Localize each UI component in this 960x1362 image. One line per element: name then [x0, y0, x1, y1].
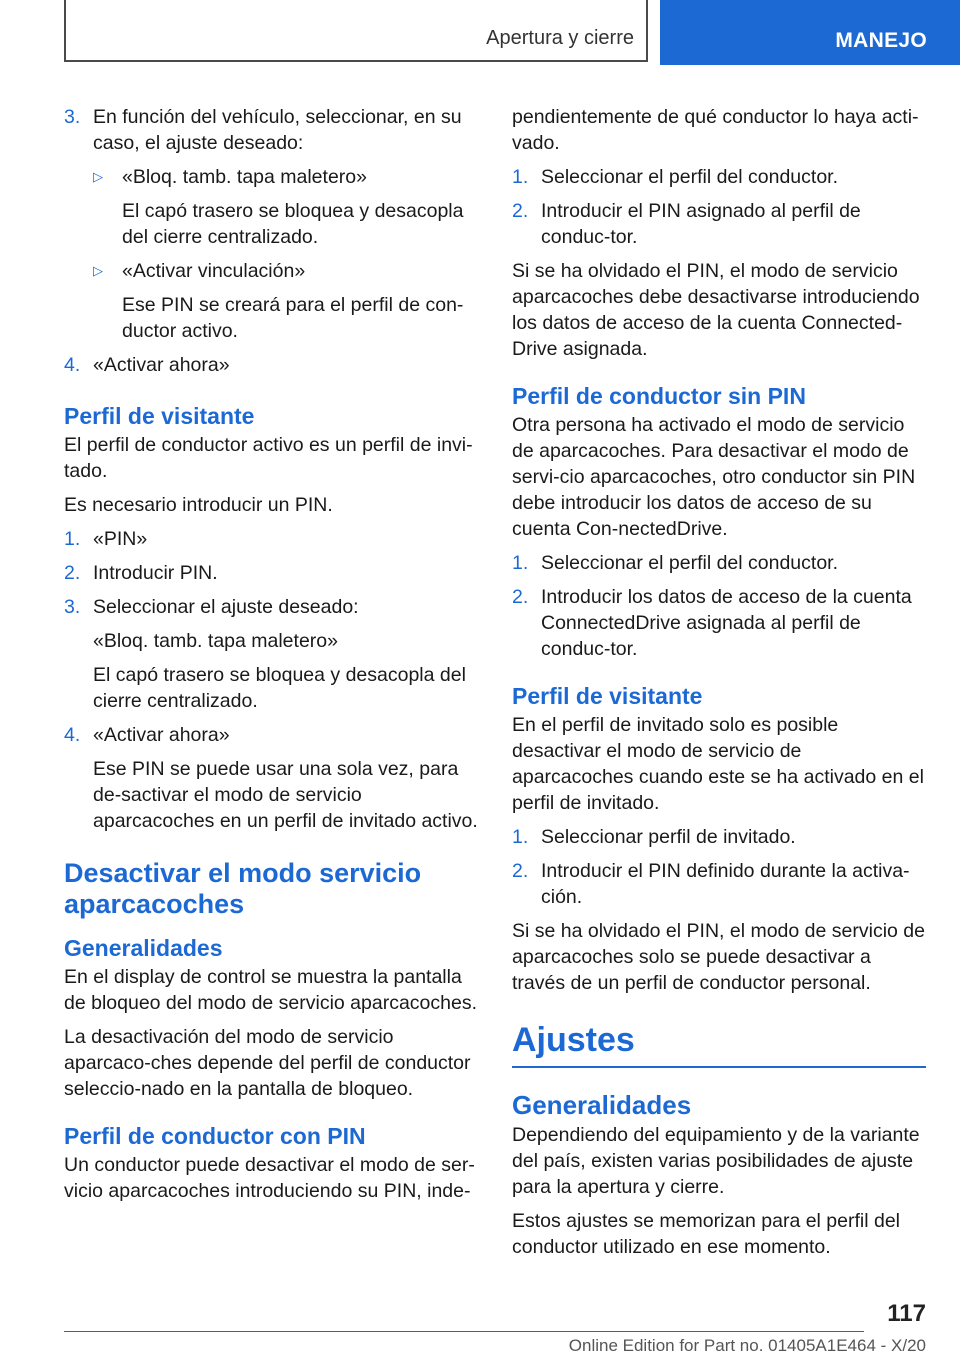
page-number: 117	[887, 1300, 926, 1327]
section-heading: Perfil de visitante	[64, 403, 255, 429]
option-label: «Bloq. tamb. tapa maletero»	[93, 630, 338, 652]
list-item	[64, 526, 478, 552]
paragraph: Estos ajustes se memorizan para el perfil del conductor utilizado en ese momento.	[512, 1210, 901, 1258]
step-number: 2.	[512, 860, 529, 882]
list-item	[512, 164, 926, 190]
chapter-heading: Ajustes	[512, 1020, 926, 1068]
list-item	[512, 198, 926, 250]
paragraph: pendientemente de qué conductor lo haya acti‐vado.	[512, 106, 919, 154]
list-item	[512, 858, 926, 910]
paragraph: Dependiendo del equipamiento y de la variante del país, existen varias posibilidades de ajuste para la apertura y cierre.	[512, 1124, 920, 1198]
section-title: Apertura y cierre	[486, 27, 634, 49]
list-item	[512, 550, 926, 576]
list-item	[64, 722, 478, 748]
paragraph: Otra persona ha activado el modo de servicio de aparcacoches. Para desactivar el modo de servi‐cio aparcacoches, otro conductor sin PIN debe introducir los datos de acceso de su cuenta Con‐nectedDrive.	[512, 414, 916, 540]
list-item	[64, 352, 478, 378]
option-label: «Bloq. tamb. tapa maletero»	[122, 166, 367, 188]
paragraph: En el perfil de invitado solo es posible desactivar el modo de servicio de aparcacoches cuando este se ha activado en el perfil de invitado.	[512, 714, 924, 814]
option-description: El capó trasero se bloquea y desacopla del cierre centralizado.	[93, 664, 466, 712]
subsection-heading: Perfil de conductor con PIN	[64, 1123, 366, 1149]
step-number: 3.	[64, 106, 81, 128]
step-text: Seleccionar perfil de invitado.	[541, 826, 796, 848]
option-label: «Activar vinculación»	[122, 260, 306, 282]
step-text: Introducir el PIN asignado al perfil de conduc‐tor.	[541, 200, 861, 248]
step-text: En función del vehículo, seleccionar, en su caso, el ajuste deseado:	[93, 106, 462, 154]
section-header-box	[64, 0, 648, 62]
step-number: 2.	[512, 586, 529, 608]
triangle-bullet-icon: ▷	[93, 169, 103, 184]
step-text: Introducir los datos de acceso de la cuenta ConnectedDrive asignada al perfil de conduc‐tor.	[541, 586, 912, 660]
step-text: «PIN»	[93, 528, 148, 550]
step-number: 1.	[512, 826, 529, 848]
sub-list-item	[64, 258, 478, 344]
step-text: Seleccionar el perfil del conductor.	[541, 166, 839, 188]
chapter-tab[interactable]: MANEJO	[660, 0, 960, 65]
paragraph: Si se ha olvidado el PIN, el modo de servicio de aparcacoches solo se puede desactivar a través de un perfil de conductor personal.	[512, 920, 925, 994]
left-column	[64, 104, 478, 1212]
right-column	[512, 104, 926, 1268]
list-item	[512, 584, 926, 662]
footer-divider	[64, 1331, 864, 1332]
step-number: 1.	[64, 528, 81, 550]
triangle-bullet-icon: ▷	[93, 263, 103, 278]
option-description: Ese PIN se creará para el perfil de con‐ductor activo.	[122, 294, 464, 342]
step-number: 4.	[64, 724, 81, 746]
paragraph: El perfil de conductor activo es un perfil de invi‐tado.	[64, 434, 473, 482]
section-heading: Perfil de visitante	[512, 683, 703, 709]
list-item	[512, 824, 926, 850]
step-number: 4.	[64, 354, 81, 376]
section-heading: Perfil de conductor sin PIN	[512, 383, 806, 409]
sub-list-item	[64, 164, 478, 250]
page-header	[0, 0, 960, 66]
step-text: Seleccionar el ajuste deseado:	[93, 596, 359, 618]
paragraph: Es necesario introducir un PIN.	[64, 494, 333, 516]
step-number: 1.	[512, 166, 529, 188]
option-description: El capó trasero se bloquea y desacopla del cierre centralizado.	[122, 200, 464, 248]
step-text: Introducir el PIN definido durante la activa‐ción.	[541, 860, 910, 908]
section-heading: Desactivar el modo servicio aparcacoches	[64, 858, 422, 919]
paragraph: La desactivación del modo de servicio aparcaco‐ches depende del perfil de conductor seleccio‐nado en la pantalla de bloqueo.	[64, 1026, 471, 1100]
step-text: Introducir PIN.	[93, 562, 218, 584]
footer-edition: Online Edition for Part no. 01405A1E464 - X/20	[568, 1336, 926, 1355]
list-item	[64, 104, 478, 156]
paragraph: Un conductor puede desactivar el modo de ser‐vicio aparcacoches introduciendo su PIN, inde‐	[64, 1154, 475, 1202]
paragraph: En el display de control se muestra la pantalla de bloqueo del modo de servicio aparcacoches.	[64, 966, 478, 1014]
subsection-heading: Generalidades	[512, 1090, 692, 1120]
step-number: 2.	[512, 200, 529, 222]
list-item	[64, 594, 478, 620]
step-number: 1.	[512, 552, 529, 574]
step-number: 2.	[64, 562, 81, 584]
paragraph: Si se ha olvidado el PIN, el modo de servicio aparcacoches debe desactivarse introduciendo los datos de acceso de la cuenta Connected‐Drive asignada.	[512, 260, 920, 360]
step-text: Seleccionar el perfil del conductor.	[541, 552, 839, 574]
step-text: «Activar ahora»	[93, 724, 230, 746]
list-item	[64, 560, 478, 586]
subsection-heading: Generalidades	[64, 935, 223, 961]
step-number: 3.	[64, 596, 81, 618]
step-text: «Activar ahora»	[93, 354, 230, 376]
option-description: Ese PIN se puede usar una sola vez, para de‐sactivar el modo de servicio aparcacoches en un perfil de invitado activo.	[93, 758, 478, 832]
